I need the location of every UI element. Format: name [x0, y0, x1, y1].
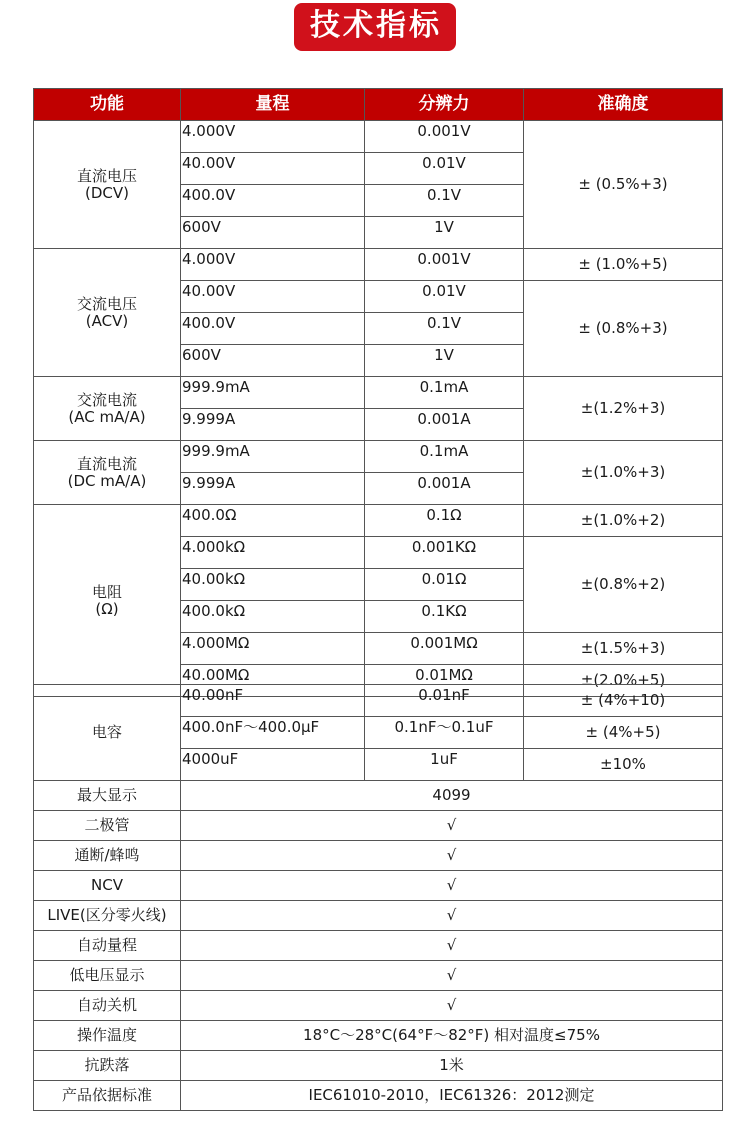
resolution-cell: 0.01Ω	[365, 569, 524, 601]
range-cell: 600V	[181, 217, 365, 249]
resolution-cell: 1uF	[365, 749, 524, 781]
range-cell: 400.0Ω	[181, 505, 365, 537]
check-icon: √	[181, 841, 723, 871]
feature-value: 1米	[181, 1051, 723, 1081]
resolution-cell: 0.001MΩ	[365, 633, 524, 665]
feature-row	[34, 991, 723, 1021]
table-header-row	[34, 89, 723, 121]
range-cell: 9.999A	[181, 409, 365, 441]
range-cell: 40.00MΩ	[181, 665, 365, 697]
function-capacitance: 电容	[34, 685, 181, 781]
feature-label: NCV	[34, 871, 181, 901]
header-range: 量程	[181, 89, 365, 121]
resolution-cell: 0.1V	[365, 313, 524, 345]
accuracy-cell: ±(0.8%+2)	[524, 537, 723, 633]
feature-row	[34, 781, 723, 811]
header-function: 功能	[34, 89, 181, 121]
accuracy-cell: ± (4%+5)	[524, 717, 723, 749]
range-cell: 40.00V	[181, 153, 365, 185]
range-cell: 40.00kΩ	[181, 569, 365, 601]
check-icon: √	[181, 991, 723, 1021]
page-title: 技术指标	[294, 3, 456, 51]
function-dcv: 直流电压 (DCV)	[34, 121, 181, 249]
function-resistance: 电阻 (Ω)	[34, 505, 181, 697]
check-icon: √	[181, 901, 723, 931]
range-cell: 4.000MΩ	[181, 633, 365, 665]
range-cell: 400.0V	[181, 185, 365, 217]
feature-label: 二极管	[34, 811, 181, 841]
feature-row	[34, 1021, 723, 1051]
check-icon: √	[181, 961, 723, 991]
feature-label: 低电压显示	[34, 961, 181, 991]
check-icon: √	[181, 931, 723, 961]
feature-row	[34, 871, 723, 901]
range-cell: 4.000kΩ	[181, 537, 365, 569]
resolution-cell: 0.001KΩ	[365, 537, 524, 569]
range-cell: 600V	[181, 345, 365, 377]
header-resolution: 分辨力	[365, 89, 524, 121]
range-cell: 4000uF	[181, 749, 365, 781]
spec-table-main	[33, 88, 723, 697]
feature-value: IEC61010-2010，IEC61326：2012测定	[181, 1081, 723, 1111]
resolution-cell: 0.1mA	[365, 377, 524, 409]
resolution-cell: 0.01V	[365, 153, 524, 185]
accuracy-cell: ±(1.5%+3)	[524, 633, 723, 665]
accuracy-cell: ± (0.8%+3)	[524, 281, 723, 377]
accuracy-cell: ±(1.2%+3)	[524, 377, 723, 441]
table-row	[34, 505, 723, 537]
resolution-cell: 0.1V	[365, 185, 524, 217]
feature-label: 自动关机	[34, 991, 181, 1021]
range-cell: 4.000V	[181, 121, 365, 153]
resolution-cell: 0.001A	[365, 409, 524, 441]
table-row	[34, 121, 723, 153]
feature-row	[34, 841, 723, 871]
accuracy-cell: ± (0.5%+3)	[524, 121, 723, 249]
feature-label: 通断/蜂鸣	[34, 841, 181, 871]
feature-label: 最大显示	[34, 781, 181, 811]
function-dc-current: 直流电流 (DC mA/A)	[34, 441, 181, 505]
function-ac-current: 交流电流 (AC mA/A)	[34, 377, 181, 441]
feature-row	[34, 961, 723, 991]
feature-value: 18°C～28°C(64°F～82°F) 相对温度≤75%	[181, 1021, 723, 1051]
check-icon: √	[181, 811, 723, 841]
feature-value: 4099	[181, 781, 723, 811]
table-row	[34, 249, 723, 281]
resolution-cell: 1V	[365, 217, 524, 249]
function-acv: 交流电压 (ACV)	[34, 249, 181, 377]
accuracy-cell: ± (1.0%+5)	[524, 249, 723, 281]
accuracy-cell: ± (4%+10)	[524, 685, 723, 717]
accuracy-cell: ±10%	[524, 749, 723, 781]
range-cell: 9.999A	[181, 473, 365, 505]
resolution-cell: 0.01nF	[365, 685, 524, 717]
range-cell: 400.0kΩ	[181, 601, 365, 633]
range-cell: 40.00V	[181, 281, 365, 313]
resolution-cell: 0.1mA	[365, 441, 524, 473]
check-icon: √	[181, 871, 723, 901]
feature-row	[34, 1081, 723, 1111]
title-wrap	[0, 3, 750, 51]
feature-label: 产品依据标准	[34, 1081, 181, 1111]
spec-table-features	[33, 684, 723, 1111]
resolution-cell: 1V	[365, 345, 524, 377]
resolution-cell: 0.001A	[365, 473, 524, 505]
table-row	[34, 685, 723, 717]
resolution-cell: 0.1KΩ	[365, 601, 524, 633]
table-row	[34, 441, 723, 473]
range-cell: 400.0V	[181, 313, 365, 345]
feature-row	[34, 901, 723, 931]
feature-label: LIVE(区分零火线)	[34, 901, 181, 931]
resolution-cell: 0.1nF～0.1uF	[365, 717, 524, 749]
accuracy-cell: ±(1.0%+2)	[524, 505, 723, 537]
range-cell: 400.0nF～400.0μF	[181, 717, 365, 749]
range-cell: 40.00nF	[181, 685, 365, 717]
range-cell: 4.000V	[181, 249, 365, 281]
accuracy-cell: ±(2.0%+5)	[524, 665, 723, 697]
accuracy-cell: ±(1.0%+3)	[524, 441, 723, 505]
feature-row	[34, 1051, 723, 1081]
resolution-cell: 0.01MΩ	[365, 665, 524, 697]
feature-row	[34, 811, 723, 841]
feature-label: 抗跌落	[34, 1051, 181, 1081]
table-row	[34, 377, 723, 409]
resolution-cell: 0.1Ω	[365, 505, 524, 537]
resolution-cell: 0.01V	[365, 281, 524, 313]
range-cell: 999.9mA	[181, 377, 365, 409]
header-accuracy: 准确度	[524, 89, 723, 121]
feature-row	[34, 931, 723, 961]
resolution-cell: 0.001V	[365, 121, 524, 153]
resolution-cell: 0.001V	[365, 249, 524, 281]
feature-label: 自动量程	[34, 931, 181, 961]
feature-label: 操作温度	[34, 1021, 181, 1051]
range-cell: 999.9mA	[181, 441, 365, 473]
